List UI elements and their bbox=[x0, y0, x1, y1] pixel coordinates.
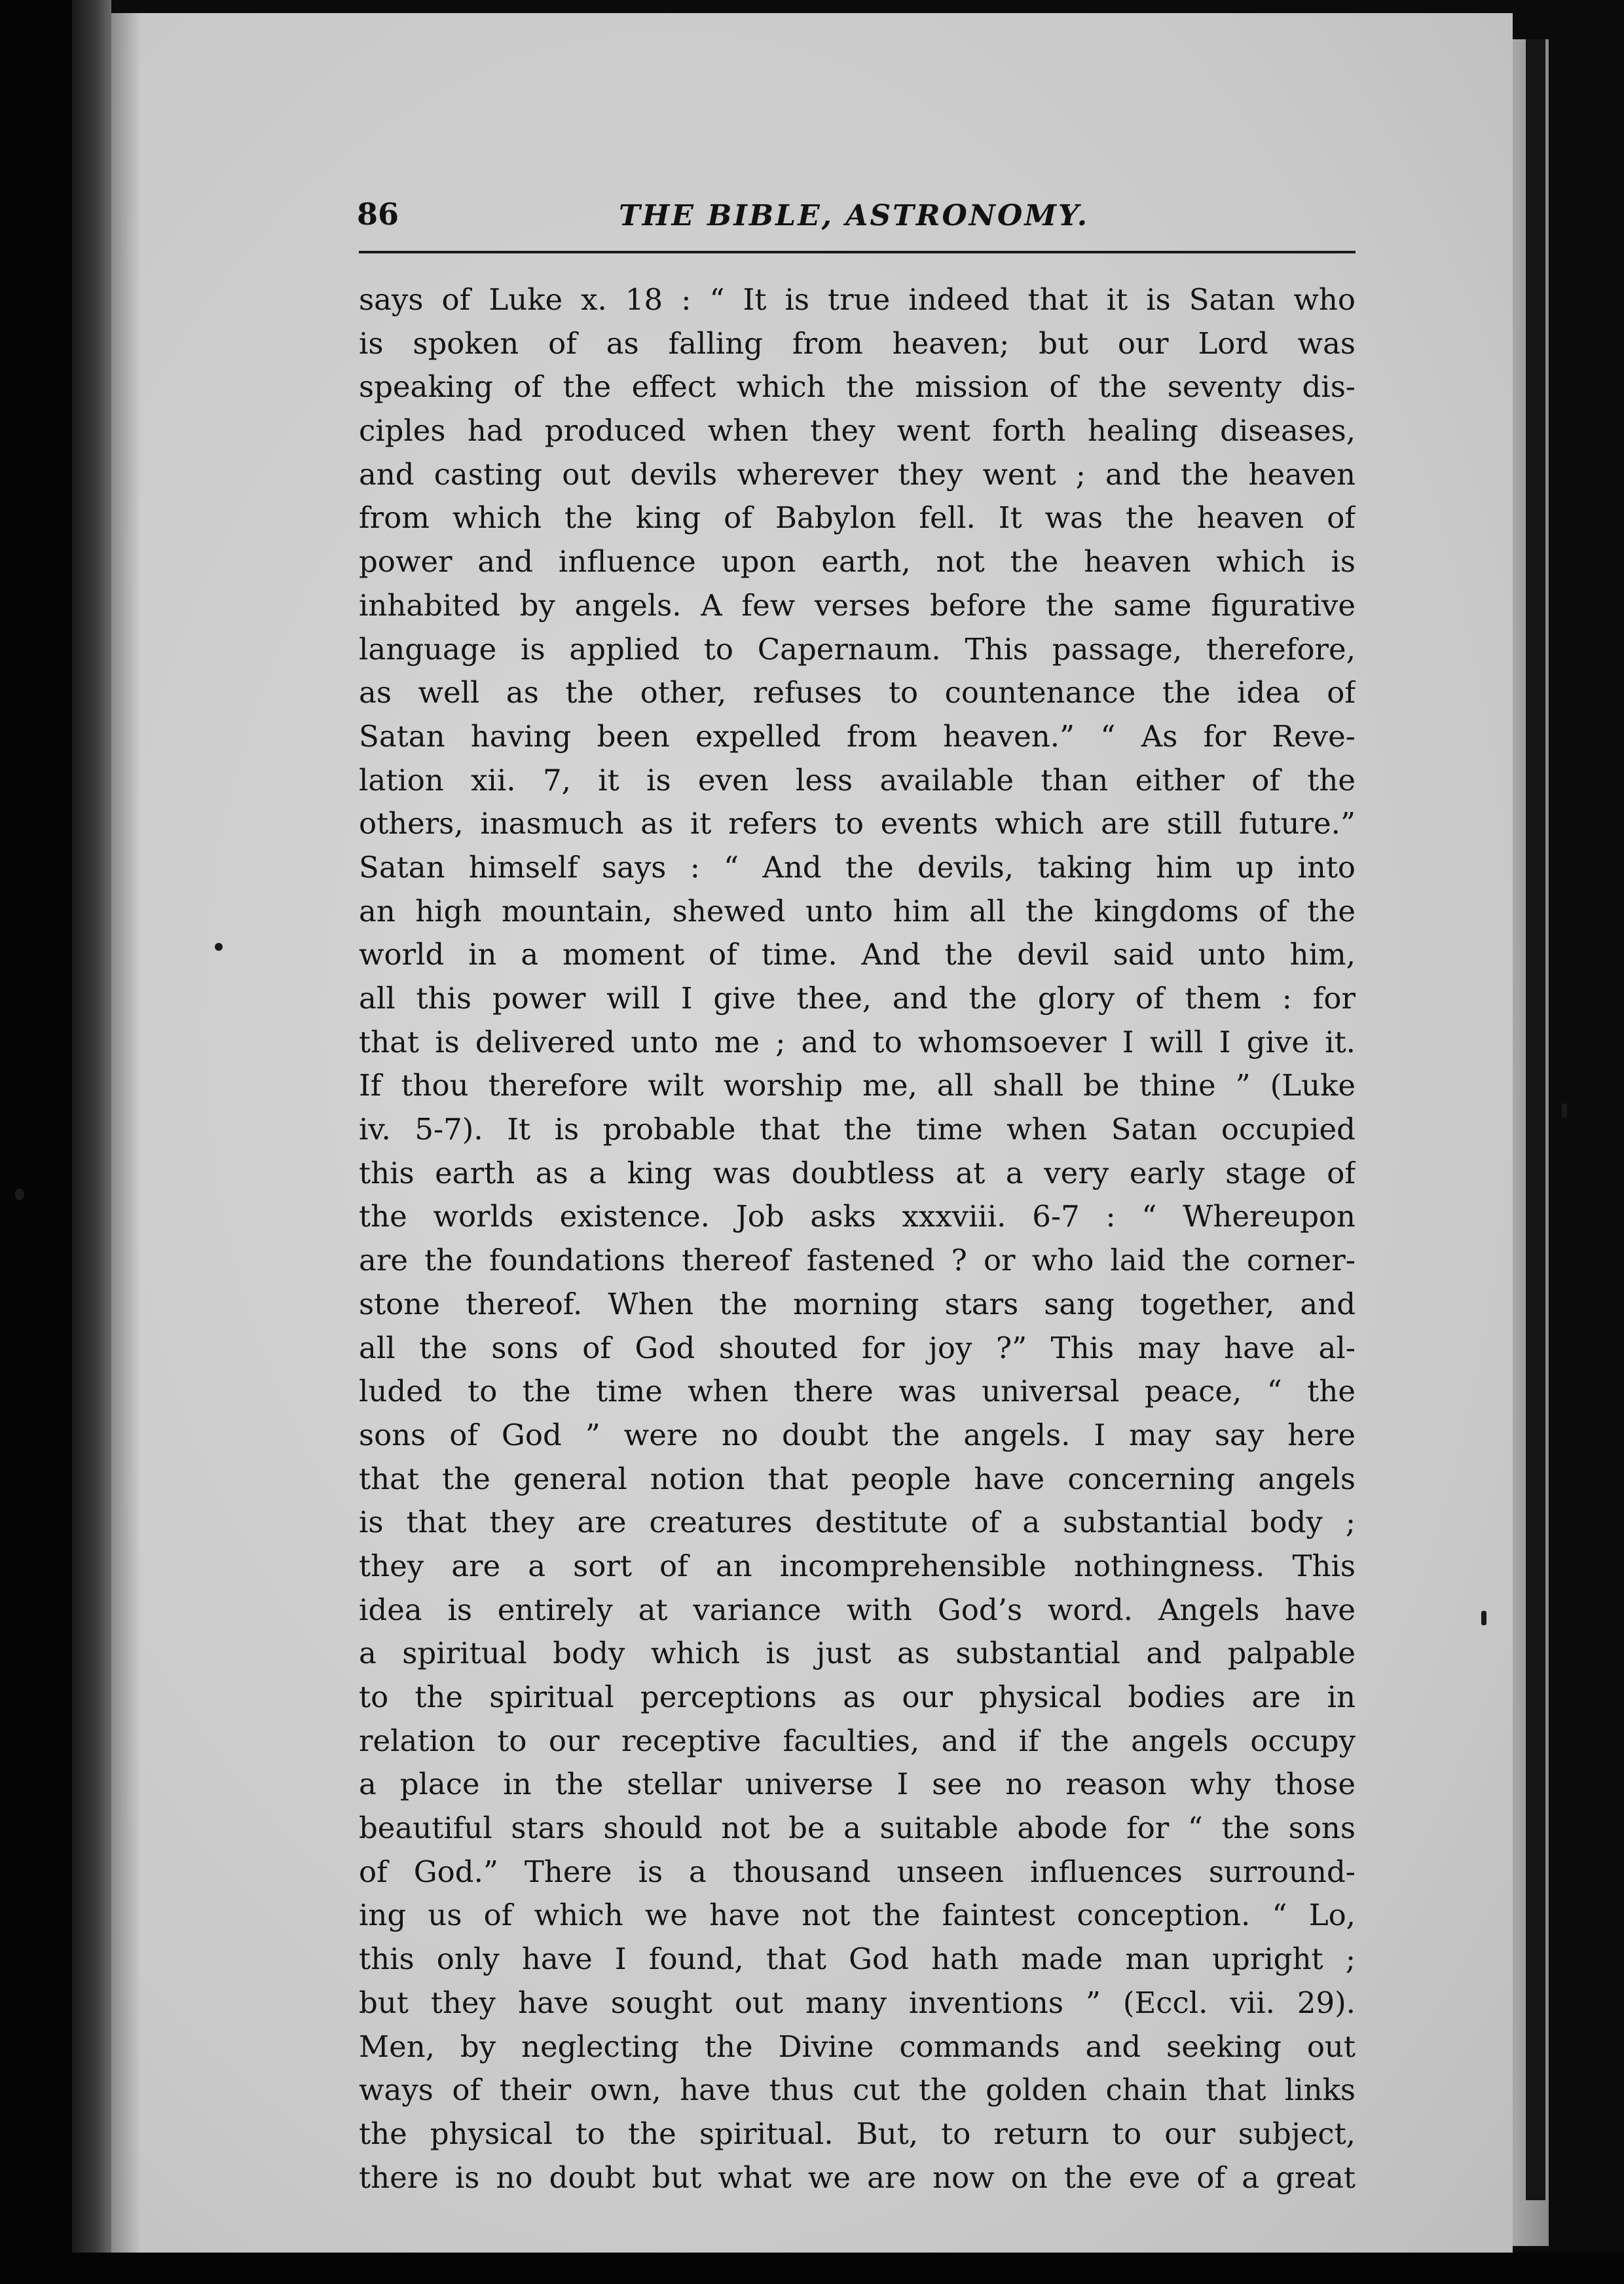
text-line: speaking of the effect which the mission of the seventy dis- bbox=[359, 369, 1356, 405]
text-line: beautiful stars should not be a suitable abode for “ the sons bbox=[359, 1811, 1356, 1846]
ink-speck bbox=[1562, 1103, 1567, 1118]
ink-speck bbox=[215, 943, 223, 951]
text-line: all this power will I give thee, and the glory of them : for bbox=[359, 981, 1356, 1016]
text-line: iv. 5-7). It is probable that the time when Satan occupied bbox=[359, 1112, 1356, 1147]
text-line: sons of God ” were no doubt the angels. I may say here bbox=[359, 1417, 1356, 1452]
text-line: as well as the other, refuses to countenance the idea of bbox=[359, 675, 1356, 710]
text-line: of God.” There is a thousand unseen influences surround- bbox=[359, 1854, 1356, 1889]
body-text bbox=[359, 278, 1356, 2200]
ink-speck bbox=[15, 1188, 24, 1200]
text-line: an high mountain, shewed unto him all the kingdoms of the bbox=[359, 893, 1356, 929]
text-line: there is no doubt but what we are now on the eve of a great bbox=[359, 2160, 1356, 2195]
page-number: 86 bbox=[357, 196, 399, 232]
scan-background-bottom bbox=[0, 2253, 1624, 2284]
text-line: this earth as a king was doubtless at a very early stage of bbox=[359, 1155, 1356, 1190]
text-line: inhabited by angels. A few verses before the same figurative bbox=[359, 587, 1356, 623]
text-line: from which the king of Babylon fell. It was the heaven of bbox=[359, 500, 1356, 536]
text-line: the physical to the spiritual. But, to return to our subject, bbox=[359, 2116, 1356, 2151]
text-line: ciples had produced when they went forth healing diseases, bbox=[359, 413, 1356, 449]
text-line: world in a moment of time. And the devil said unto him, bbox=[359, 937, 1356, 972]
text-line: stone thereof. When the morning stars sang together, and bbox=[359, 1286, 1356, 1321]
text-line: to the spiritual perceptions as our physical bodies are in bbox=[359, 1680, 1356, 1714]
text-line: idea is entirely at variance with God’s word. Angels have bbox=[359, 1592, 1356, 1627]
text-line: that the general notion that people have concerning angels bbox=[359, 1461, 1356, 1496]
text-line: If thou therefore wilt worship me, all shall be thine ” (Luke bbox=[359, 1068, 1356, 1103]
gutter-shadow bbox=[111, 13, 141, 2253]
text-line: they are a sort of an incomprehensible nothingness. This bbox=[359, 1548, 1356, 1583]
text-line: power and influence upon earth, not the heaven which is bbox=[359, 544, 1356, 580]
text-line: language is applied to Capernaum. This passage, therefore, bbox=[359, 631, 1356, 667]
text-line: lation xii. 7, it is even less available than either of the bbox=[359, 762, 1356, 798]
text-line: is that they are creatures destitute of a substantial body ; bbox=[359, 1505, 1356, 1540]
text-line: are the foundations thereof fastened ? or who laid the corner- bbox=[359, 1243, 1356, 1278]
binding-edge bbox=[72, 0, 111, 2284]
text-line: is spoken of as falling from heaven; but our Lord was bbox=[359, 325, 1356, 361]
running-header bbox=[357, 196, 1352, 236]
text-line: others, inasmuch as it refers to events which are still future.” bbox=[359, 806, 1356, 841]
adjacent-page-shadow bbox=[1526, 39, 1545, 2200]
text-line: ways of their own, have thus cut the golden chain that links bbox=[359, 2072, 1356, 2108]
text-line: relation to our receptive faculties, and if the angels occupy bbox=[359, 1723, 1356, 1758]
text-line: says of Luke x. 18 : “ It is true indeed that it is Satan who bbox=[359, 282, 1356, 317]
text-line: the worlds existence. Job asks xxxviii. 6-7 : “ Whereupon bbox=[359, 1199, 1356, 1234]
text-line: Men, by neglecting the Divine commands and seeking out bbox=[359, 2029, 1356, 2064]
header-rule bbox=[359, 251, 1356, 253]
text-line: and casting out devils wherever they went ; and the heaven bbox=[359, 456, 1356, 492]
text-line: all the sons of God shouted for joy ?” This may have al- bbox=[359, 1330, 1356, 1365]
ink-speck bbox=[1481, 1611, 1486, 1625]
text-line: that is delivered unto me ; and to whomsoever I will I give it. bbox=[359, 1024, 1356, 1059]
text-line: but they have sought out many inventions ” (Eccl. vii. 29). bbox=[359, 1985, 1356, 2020]
text-line: this only have I found, that God hath made man upright ; bbox=[359, 1942, 1356, 1977]
text-line: Satan himself says : “ And the devils, taking him up into bbox=[359, 849, 1356, 885]
text-line: Satan having been expelled from heaven.” “ As for Reve- bbox=[359, 718, 1356, 754]
text-line: a spiritual body which is just as substantial and palpable bbox=[359, 1636, 1356, 1671]
book-binding bbox=[0, 0, 72, 2284]
text-line: luded to the time when there was universal peace, “ the bbox=[359, 1374, 1356, 1409]
running-title: THE BIBLE, ASTRONOMY. bbox=[619, 199, 1090, 232]
text-line: a place in the stellar universe I see no reason why those bbox=[359, 1767, 1356, 1802]
text-line: ing us of which we have not the faintest conception. “ Lo, bbox=[359, 1898, 1356, 1933]
